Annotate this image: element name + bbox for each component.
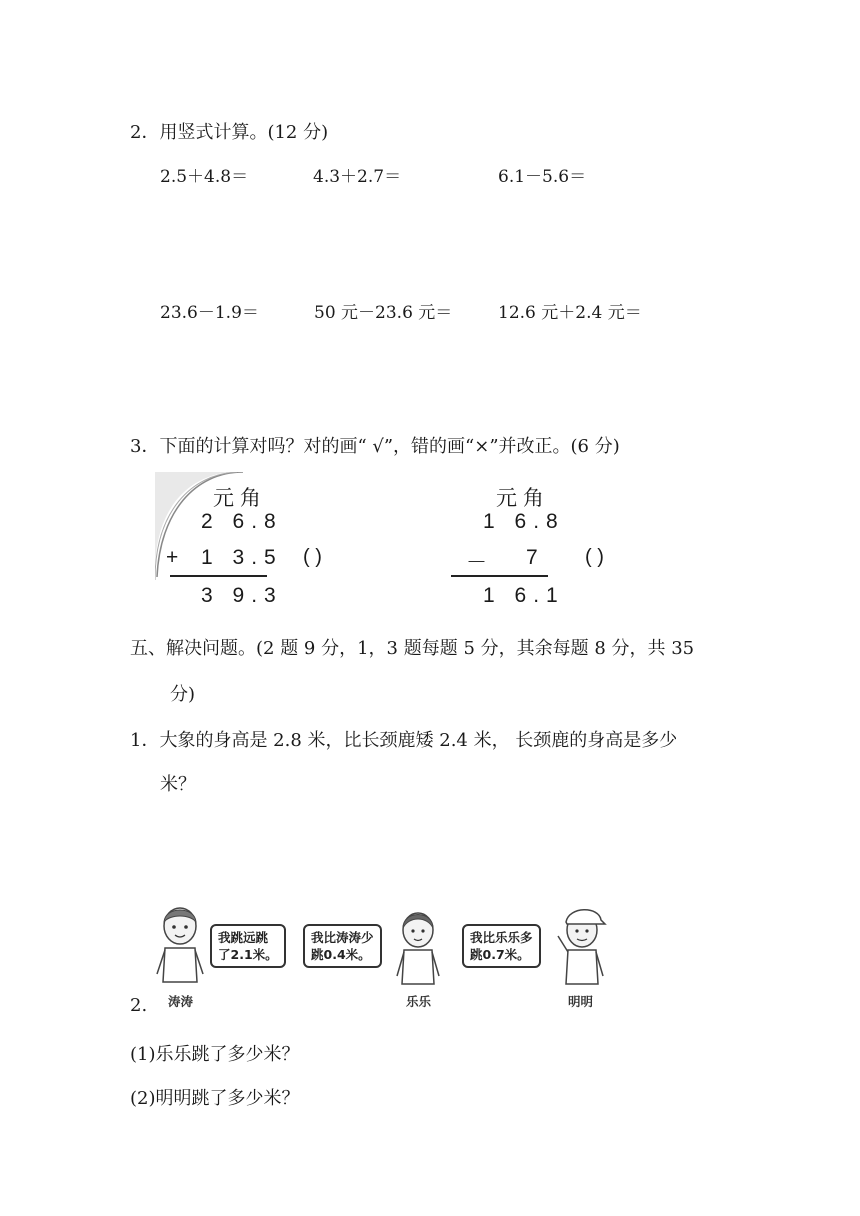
problem2-question-2: (2)明明跳了多少米？ bbox=[130, 1088, 300, 1109]
left-answer-parentheses: ( ) bbox=[303, 546, 322, 568]
taotao-name: 涛涛 bbox=[168, 994, 194, 1009]
lele-bubble-line2: 跳0.4米。 bbox=[311, 947, 371, 962]
right-answer-parentheses: ( ) bbox=[585, 546, 604, 568]
taotao-boy-icon bbox=[155, 904, 205, 992]
problem1-text: 1．大象的身高是 2.8 米，比长颈鹿矮 2.4 米， 长颈鹿的身高是多少 bbox=[130, 730, 678, 751]
right-subtrahend: 7 bbox=[526, 546, 538, 569]
q2-expr-5: 50 元－23.6 元＝ bbox=[314, 303, 453, 323]
right-unit-header: 元 角 bbox=[496, 487, 544, 510]
right-diff-line bbox=[451, 575, 548, 577]
left-addend-1: 2 6.8 bbox=[201, 510, 283, 533]
left-result: 3 9.3 bbox=[201, 584, 283, 607]
section5-title-cont: 分) bbox=[170, 684, 196, 705]
q2-expr-1: 2.5＋4.8＝ bbox=[160, 167, 249, 187]
mingming-speech-bubble bbox=[462, 924, 541, 968]
left-operator: + bbox=[166, 546, 179, 569]
right-operator: － bbox=[466, 551, 487, 574]
problem2-number: 2. bbox=[130, 995, 148, 1016]
q2-title: 2．用竖式计算。(12 分) bbox=[130, 122, 329, 143]
lele-bubble-line1: 我比涛涛少 bbox=[311, 930, 374, 945]
left-unit-header: 元 角 bbox=[213, 487, 261, 510]
mingming-bubble-line1: 我比乐乐多 bbox=[470, 930, 533, 945]
right-result: 1 6.1 bbox=[483, 584, 565, 607]
lele-boy-icon bbox=[395, 908, 441, 992]
mingming-bubble-line2: 跳0.7米。 bbox=[470, 947, 530, 962]
right-minuend: 1 6.8 bbox=[483, 510, 565, 533]
q2-expr-4: 23.6－1.9＝ bbox=[160, 303, 259, 323]
taotao-bubble-line1: 我跳远跳 bbox=[218, 930, 269, 945]
q2-expr-3: 6.1－5.6＝ bbox=[498, 167, 587, 187]
lele-name: 乐乐 bbox=[406, 994, 432, 1009]
q3-title: 3．下面的计算对吗？对的画“ √”，错的画“×”并改正。(6 分) bbox=[130, 436, 620, 457]
section5-title: 五、解决问题。(2 题 9 分，1，3 题每题 5 分，其余每题 8 分，共 35 bbox=[130, 638, 695, 659]
mingming-name: 明明 bbox=[568, 994, 594, 1009]
lele-speech-bubble bbox=[303, 924, 382, 968]
jump-illustration bbox=[150, 900, 610, 1015]
mingming-boy-icon bbox=[555, 906, 607, 992]
problem2-question-1: (1)乐乐跳了多少米？ bbox=[130, 1044, 300, 1065]
problem1-text-cont: 米？ bbox=[160, 774, 196, 795]
taotao-bubble-line2: 了2.1米。 bbox=[218, 947, 278, 962]
left-addend-2: 1 3.5 bbox=[201, 546, 283, 569]
left-sum-line bbox=[170, 575, 267, 577]
q2-expr-2: 4.3＋2.7＝ bbox=[313, 167, 402, 187]
taotao-speech-bubble bbox=[210, 924, 286, 968]
q2-expr-6: 12.6 元＋2.4 元＝ bbox=[498, 303, 642, 323]
